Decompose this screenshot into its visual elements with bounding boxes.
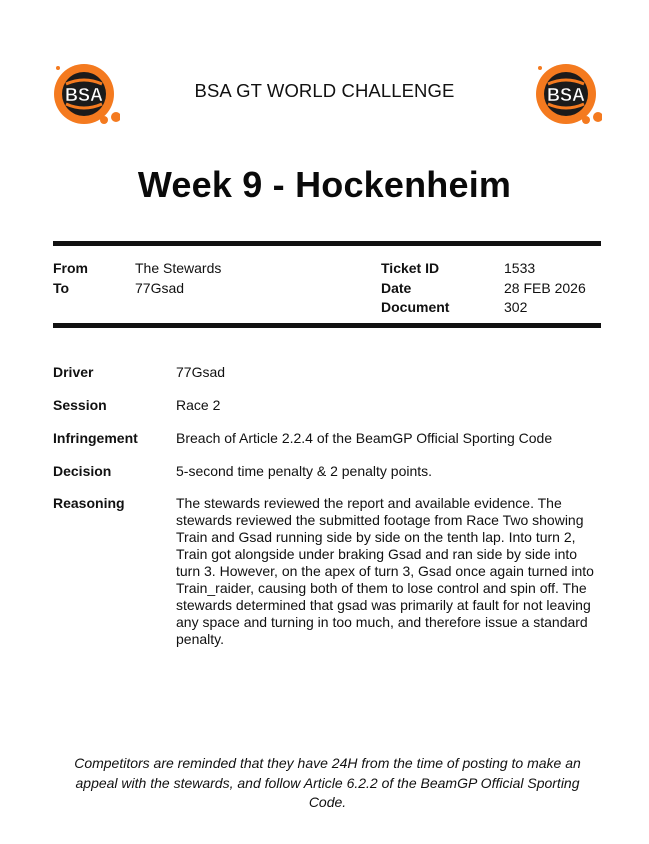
session-value: Race 2 [176, 397, 221, 413]
reasoning-value: The stewards reviewed the report and available evidence. The stewards reviewed the submitted footage from Race Two showing Train and Gsad running side by side on the tenth lap. Into turn 2, Train got alongside under braking Gsad and ran side by side into turn 3. However, on the apex of turn 3, Gsad once again turned into Train_raider, causing both of them to lose control and spin off. The stewards determined that gsad was primarily at fault for not leaving any space and turning in too much, and therefore issue a standard penalty. [176, 495, 594, 647]
date-value: 28 FEB 2026 [504, 280, 586, 296]
from-label: From [53, 260, 88, 276]
date-label: Date [381, 280, 412, 296]
svg-text:BSA: BSA [546, 85, 586, 105]
document-label: Document [381, 299, 450, 315]
divider-bottom [53, 323, 601, 328]
divider-top [53, 241, 601, 246]
decision-label: Decision [53, 463, 112, 479]
decision-value: 5-second time penalty & 2 penalty points. [176, 463, 433, 479]
reasoning-label: Reasoning [53, 495, 125, 511]
appeal-notice: Competitors are reminded that they have 24H from the time of posting to make an appeal with the stewards, and follow Article 6.2.2 of the BeamGP Official Sporting Code. [74, 755, 581, 810]
session-label: Session [53, 397, 107, 413]
to-label: To [53, 280, 70, 296]
document-value: 302 [504, 299, 528, 315]
series-title: BSA GT WORLD CHALLENGE [194, 80, 455, 101]
event-title: Week 9 - Hockenheim [137, 164, 512, 205]
to-value: 77Gsad [135, 280, 185, 296]
driver-label: Driver [53, 364, 94, 380]
svg-text:BSA: BSA [64, 85, 104, 105]
ticket-label: Ticket ID [381, 260, 440, 276]
from-value: The Stewards [135, 260, 222, 276]
infringement-label: Infringement [53, 430, 138, 446]
driver-value: 77Gsad [176, 364, 226, 380]
infringement-value: Breach of Article 2.2.4 of the BeamGP Official Sporting Code [176, 430, 553, 446]
ticket-value: 1533 [504, 260, 536, 276]
